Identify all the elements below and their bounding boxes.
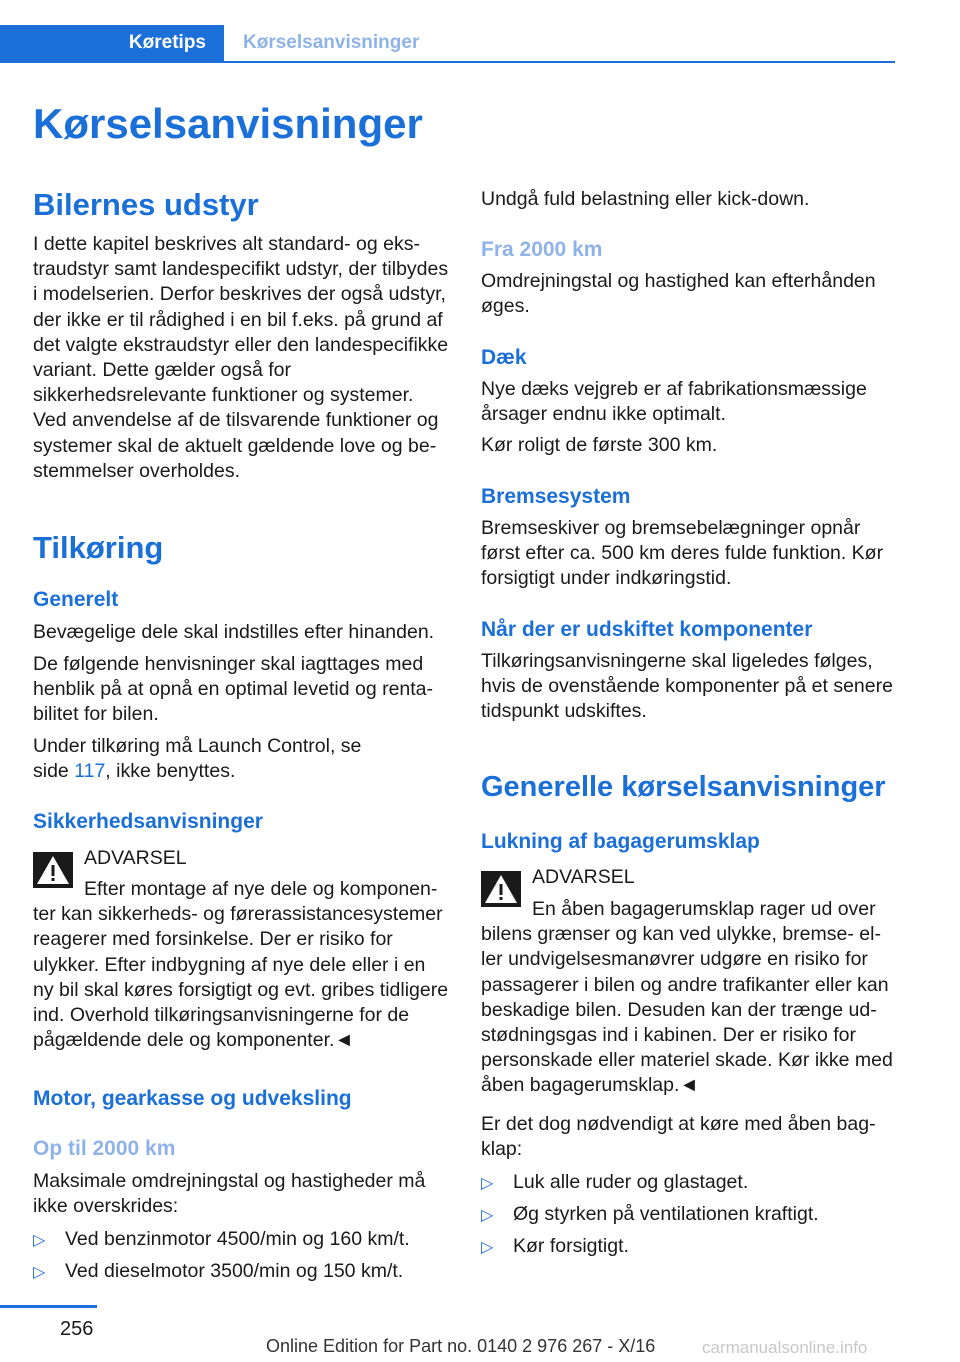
tyres-heading: Dæk — [481, 346, 527, 369]
list-item-text: Kør forsigtigt. — [513, 1235, 629, 1257]
page-link-117[interactable]: 117 — [74, 760, 106, 783]
upto-2000-heading: Op til 2000 km — [33, 1137, 176, 1160]
tyres-paragraph-2: Kør roligt de første 300 km. — [481, 434, 718, 456]
general-paragraph-3-text-a: Under tilkøring må Launch Control, se side — [33, 735, 362, 783]
list-item-text: Øg styrken på ventilationen kraftigt. — [513, 1203, 819, 1225]
triangle-bullet-icon: ▷ — [481, 1239, 494, 1256]
general-paragraph-2: De følgende henvisninger skal iagttages med henblik på at opnå en optimal levetid og rentabilitet for bilen. — [33, 653, 434, 726]
list-item-text: Luk alle ruder og glastaget. — [513, 1171, 749, 1193]
tab-koretips[interactable]: Køretips — [0, 25, 224, 61]
list-item — [481, 1234, 895, 1260]
general-paragraph-1: Bevægelige dele skal indstilles efter hinanden. — [33, 621, 435, 643]
warning-title: ADVARSEL — [532, 866, 635, 888]
general-paragraph-3-text-b: , ikke benyttes. — [105, 760, 236, 783]
tab-korselsanvisninger[interactable]: Kørselsanvisninger — [243, 32, 420, 53]
from-2000-heading: Fra 2000 km — [481, 238, 603, 261]
chapter-tabbar — [0, 25, 895, 63]
footer-rule — [0, 1305, 97, 1308]
triangle-bullet-icon: ▷ — [481, 1207, 494, 1224]
general-paragraph-3 — [33, 734, 393, 784]
list-item — [33, 1259, 451, 1285]
triangle-bullet-icon: ▷ — [481, 1175, 494, 1192]
warning-text: En åben bagagerumsklap rager ud over bilens grænser og kan ved ulykke, bremse- eller undvigelsesmanøvrer udgøre en risiko for passagerer i bilen og andre trafikanter eller kan beskadige bilen. Desuden kan der trænge udstødningsgas ind i kabinen. Der er risiko for personskade eller materiel skade. Kør ikke med åben bagagerumsklap.◄ — [481, 898, 893, 1097]
from-2000-text: Omdrejningstal og hastighed kan efterhånden øges. — [481, 270, 876, 318]
triangle-bullet-icon: ▷ — [33, 1232, 46, 1249]
upto-2000-text: Maksimale omdrejningstal og hastigheder må ikke overskrides: — [33, 1170, 426, 1218]
brake-heading: Bremsesystem — [481, 485, 631, 508]
trunk-text: Er det dog nødvendigt at køre med åben bagklap: — [481, 1113, 876, 1161]
tyres-paragraph-1: Nye dæks vejgreb er af fabrikationsmæssige årsager endnu ikke optimalt. — [481, 378, 867, 426]
edition-text: Online Edition for Part no. 0140 2 976 267 - X/16 — [266, 1336, 656, 1356]
brake-text: Bremseskiver og bremsebelægninger opnår først efter ca. 500 km deres fulde funktion. Kør forsigtigt under indkøringstid. — [481, 517, 884, 590]
list-item — [33, 1227, 451, 1253]
run-in-heading: Tilkøring — [33, 530, 164, 565]
safety-heading: Sikkerhedsanvisninger — [33, 810, 263, 833]
triangle-bullet-icon: ▷ — [33, 1264, 46, 1281]
general-heading: Generelt — [33, 588, 119, 611]
warning-title: ADVARSEL — [84, 847, 187, 869]
list-item-text: Ved dieselmotor 3500/min og 150 km/t. — [65, 1260, 404, 1282]
equipment-text: I dette kapitel beskrives alt standard- og ekstraudstyr samt landespecifikt udstyr, der tilbydes i modelserien. Derfor beskrives der også udstyr, der ikke er til rådighed i en bil f.eks. på grund af det valgte ekstraudstyr eller den landespecifikke variant. Dette gælder også for sikkerhedsrelevante funktioner og systemer. Ved anvendelse af de tilsvarende funktioner og systemer skal de aktuelt gældende love og bestemmelser overholdes. — [33, 233, 449, 482]
list-item — [481, 1170, 895, 1196]
page-title: Kørselsanvisninger — [33, 100, 423, 147]
trunk-heading: Lukning af bagagerumsklap — [481, 830, 760, 853]
equipment-heading: Bilernes udstyr — [33, 187, 259, 222]
general-driving-heading: Generelle kørselsanvisninger — [481, 771, 886, 803]
page-number: 256 — [60, 1318, 94, 1340]
avoid-text: Undgå fuld belastning eller kick-down. — [481, 188, 810, 210]
site-watermark: carmanualsonline.info — [702, 1338, 868, 1357]
list-item-text: Ved benzinmotor 4500/min og 160 km/t. — [65, 1228, 410, 1250]
replaced-text: Tilkøringsanvisningerne skal ligeledes følges, hvis de ovenstående komponenter på et senere tidspunkt udskiftes. — [481, 650, 893, 723]
replaced-heading: Når der er udskiftet komponenter — [481, 618, 813, 641]
engine-heading: Motor, gearkasse og udveksling — [33, 1087, 352, 1110]
warning-text: Efter montage af nye dele og komponenter kan sikkerheds- og førerassistancesystemer reagerer med forsinkelse. Der er risiko for ulykker. Efter indbygning af nye dele eller i en ny bil skal køres forsigtigt og evt. gribes tidligere ind. Overhold tilkøringsanvisningerne for de pågældende dele og komponenter.◄ — [33, 878, 449, 1052]
list-item — [481, 1202, 895, 1228]
